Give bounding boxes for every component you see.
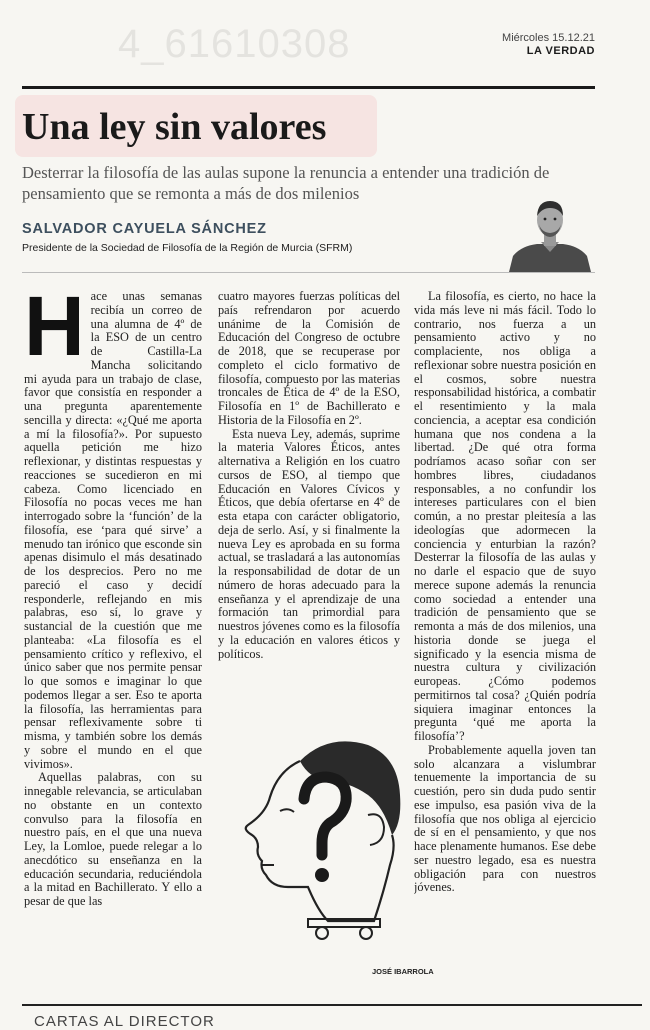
headline: Una ley sin valores [22, 106, 327, 148]
top-rule [22, 86, 595, 89]
author-name: SALVADOR CAYUELA SÁNCHEZ [22, 221, 267, 237]
dateline [502, 32, 595, 58]
byline-rule [22, 272, 595, 273]
issue-date: Miércoles 15.12.21 [502, 32, 595, 44]
paragraph: Aquellas palabras, con su innegable relevancia, se articulaban no obstante en un contexto convulso para la filosofía en nuestro país, en el que una nueva Ley, la Lomloe, puede relegar a lo anecdótico su enseñanza en la educación secundaria, reduciéndola a la mitad en Bachillerato. Y ello a pesar de que las [24, 770, 202, 908]
paragraph: Probablemente aquella joven tan solo alcanzara a vislumbrar tenuemente la importancia de su cuestión, pero sin duda pudo sentir ese impulso, esa pasión viva de la filosofía que nos obliga al ejercicio de sí en el pensamiento, y que nos hace plenamente humanos. Ese debe ser nuestro legado, esa es nuestra obligación para con nuestros jóvenes. [414, 742, 596, 895]
author-portrait [507, 196, 593, 272]
next-section-heading: CARTAS AL DIRECTOR [34, 1013, 215, 1030]
paragraph: Esta nueva Ley, además, suprime la materia Valores Éticos, antes alternativa a Religión en los cuatro cursos de ESO, al tiempo que Educación en Valores Cívicos y Éticos, que debía ofertarse en 4º de esta etapa con carácter obligatorio, deja de serlo. Así, y si finalmente la nueva Ley es aprobada en su forma actual, se trasladará a las autonomías la responsabilidad de dotar de un número de horas adecuado para la enseñanza y el aprendizaje de una formación tan primordial para nuestros jóvenes como es la filosofía y la educación en valores éticos y políticos. [218, 426, 400, 661]
illustration-credit: JOSÉ IBARROLA [372, 967, 434, 976]
article-column-3 [414, 290, 596, 895]
subtitle: Desterrar la filosofía de las aulas supone la renuncia a entender una tradición de pensamiento que se remonta a más de dos milenios [22, 163, 550, 203]
archive-watermark: 4_61610308 [118, 22, 351, 66]
drop-cap: H [24, 279, 85, 373]
bottom-rule [22, 1004, 642, 1006]
paragraph: cuatro mayores fuerzas políticas del país refrendaron por acuerdo unánime de la Comisión de Educación del Congreso de octubre de 2018, que se recuperase por completo el ciclo formativo de filosofía, compuesto por las materias troncales de Ética de 4º de la ESO, Filosofía en 1º de Bachillerato e Historia de la Filosofía en 2º. [218, 289, 400, 427]
newspaper-name: LA VERDAD [526, 45, 595, 58]
author-role: Presidente de la Sociedad de Filosofía de la Región de Murcia (SFRM) [22, 242, 353, 254]
question-head-illustration [208, 715, 414, 943]
article-column-1 [24, 279, 202, 909]
article-column-2 [218, 290, 400, 661]
paragraph: ace unas semanas recibía un correo de una alumna de 4º de la ESO de un centro de Castilla-La Mancha solicitando mi ayuda para un trabajo de clase, favor que consistía en responder a una pregunta aparentemente sencilla y directa: «¿Qué me aporta a mí la filosofía?». Por supuesto aquella petición me hizo reflexionar, y distintas respuestas y reacciones se sucedieron en mi cabeza. Como licenciado en Filosofía no pocas veces me han interrogado sobre la ‘función’ de la filosofía, ese ‘para qué sirve’ a menudo tan irónico que esconde sin apenas disimulo el más desatinado de los desprecios. Pero no me pareció el caso y decidí responderle, reflejando en mis palabras, eso sí, lo grave y sustancial de la cuestión que me planteaba: «La filosofía es el pensamiento crítico y reflexivo, el único saber que nos permite pensar lo que somos e imaginar lo que podemos llegar a ser. Eso te aporta la filosofía, las herramientas para pensar reflexivamente sobre ti misma, y también sobre los demás y sobre el mundo en el que vivimos». [24, 289, 202, 771]
paragraph: La filosofía, es cierto, no hace la vida más leve ni más fácil. Todo lo contrario, nos fuerza a un pensamiento activo y no complaciente, nos obliga a reflexionar sobre nuestra posición en el cosmos, sobre nuestra responsabilidad histórica, a combatir el resentimiento y la mala conciencia, a aceptar esa condición humana que nos condena a la libertad. ¿De qué otra forma podríamos acaso soñar con ser hombres libres, ciudadanos responsables, a no confundir los intereses particulares con el bien común, a no prestar pleitesía a las ideologías que adormecen la conciencia y enturbian la razón? Desterrar la filosofía de las aulas y no darle el espacio que de suyo merece supone además la renuncia como sociedad a entender una tradición de pensamiento que se remonta a más de dos milenios, una historia donde se juega el significado y la esencia misma de nuestra cultura y civilización europeas. ¿Cómo podemos permitirnos tal cosa? ¿Quién podría siquiera imaginar entonces la pregunta ‘qué me aporta la filosofía’? [414, 289, 596, 743]
